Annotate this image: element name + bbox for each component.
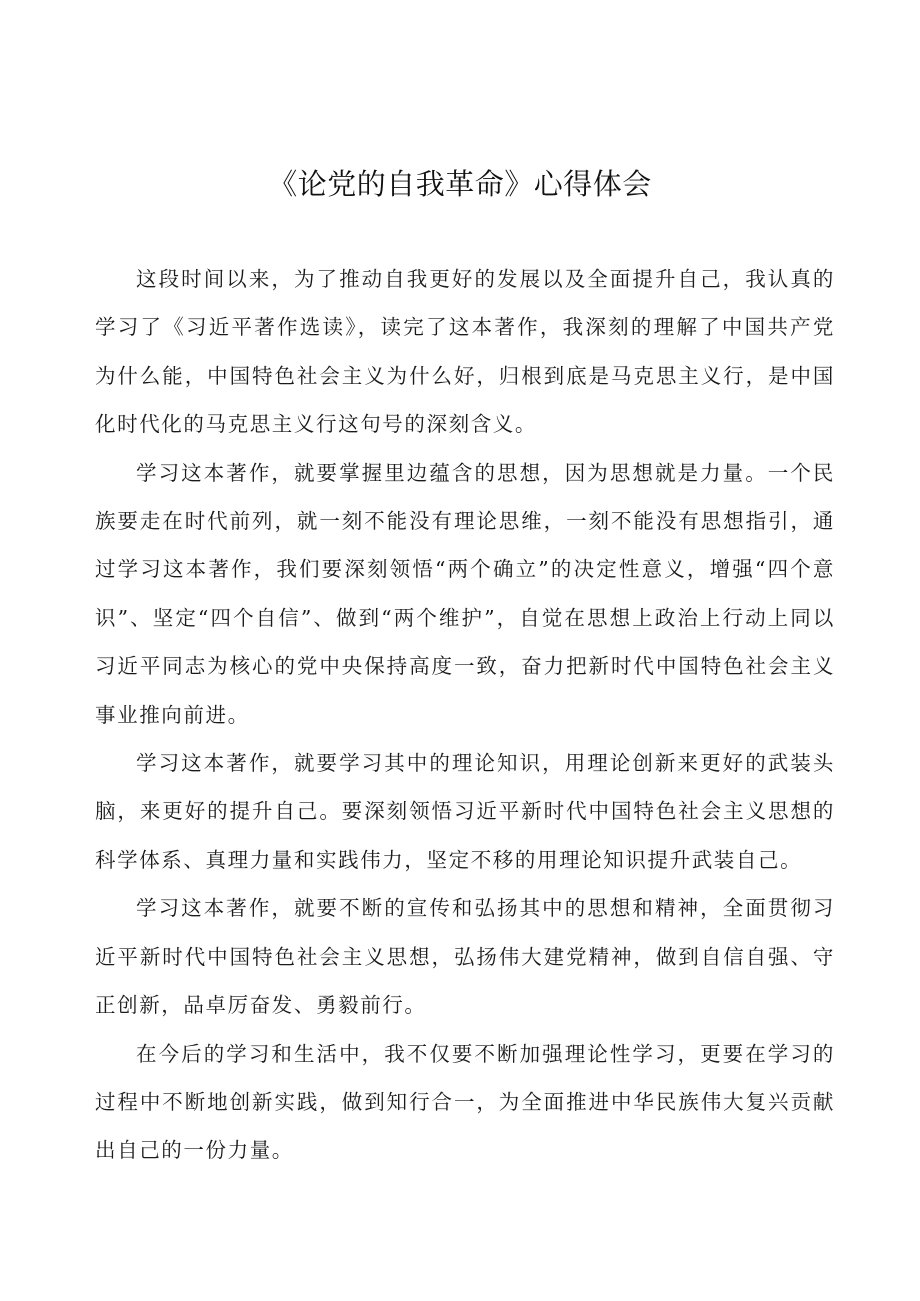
paragraph-2: 学习这本著作，就要掌握里边蕴含的思想，因为思想就是力量。一个民族要走在时代前列，就一刻不能没有理论思维，一刻不能没有思想指引，通过学习这本著作，我们要深刻领悟“两个确立”的决定性意义，增强“四个意识”、坚定“四个自信”、做到“两个维护”，自觉在思想上政治上行动上同以习近平同志为核心的党中央保持高度一致，奋力把新时代中国特色社会主义事业推向前进。 bbox=[95, 460, 835, 727]
paragraph-3: 学习这本著作，就要学习其中的理论知识，用理论创新来更好的武装头脑，来更好的提升自己。要深刻领悟习近平新时代中国特色社会主义思想的科学体系、真理力量和实践伟力，坚定不移的用理论知识提升武装自己。 bbox=[95, 751, 835, 872]
paragraph-4: 学习这本著作，就要不断的宣传和弘扬其中的思想和精神，全面贯彻习近平新时代中国特色社会主义思想，弘扬伟大建党精神，做到自信自强、守正创新，品卓厉奋发、勇毅前行。 bbox=[95, 896, 835, 1018]
document-body bbox=[95, 255, 835, 1175]
paragraph-5: 在今后的学习和生活中，我不仅要不断加强理论性学习，更要在学习的过程中不断地创新实践，做到知行合一，为全面推进中华民族伟大复兴贡献出自己的一份力量。 bbox=[95, 1041, 835, 1163]
document-title: 《论党的自我革命》心得体会 bbox=[268, 167, 652, 201]
paragraph-1: 这段时间以来，为了推动自我更好的发展以及全面提升自己，我认真的学习了《习近平著作选读》，读完了这本著作，我深刻的理解了中国共产党为什么能，中国特色社会主义为什么好，归根到底是马克思主义行，是中国化时代化的马克思主义行这句号的深刻含义。 bbox=[95, 267, 835, 437]
